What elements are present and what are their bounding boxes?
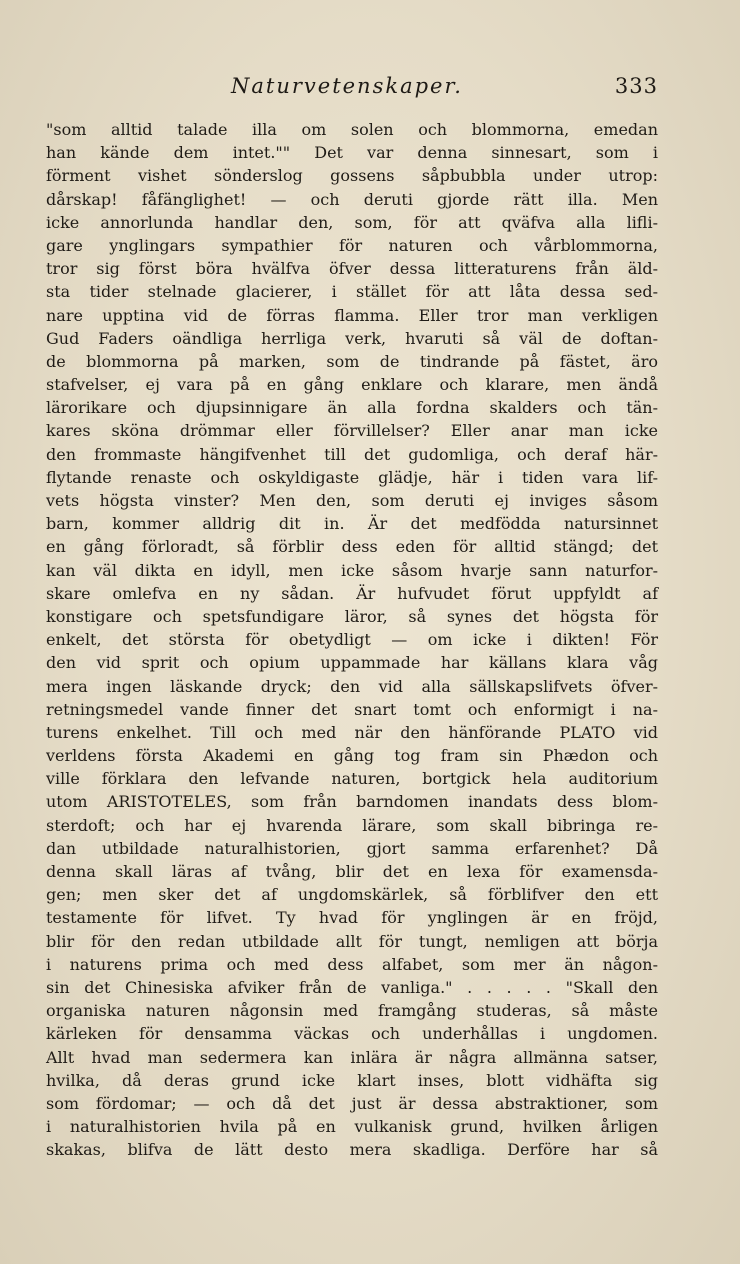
text-line: nare upptina vid de förras flamma. Eller tror man verkligen — [46, 305, 658, 325]
text-line: Allt hvad man sedermera kan inlära är några allmänna satser, — [46, 1047, 658, 1067]
text-line: dan utbildade naturalhistorien, gjort samma erfarenhet? Då — [46, 838, 658, 858]
text-line: som fördomar; — och då det just är dessa abstraktioner, som — [46, 1093, 658, 1113]
text-line: förment vishet sönderslog gossens såpbubbla under utrop: — [46, 166, 658, 186]
text-line: flytande renaste och oskyldigaste glädje, här i tiden vara lif- — [46, 467, 658, 487]
running-title: Naturvetenskaper. — [231, 74, 463, 98]
text-line: icke annorlunda handlar den, som, för att qväfva alla lifli- — [46, 212, 658, 232]
text-line: han kände dem intet."" Det var denna sinnesart, som i — [46, 143, 658, 163]
text-line: kares sköna drömmar eller förvillelser? Eller anar man icke — [46, 421, 658, 441]
text-line: den frommaste hängifvenhet till det gudomliga, och deraf här- — [46, 444, 658, 464]
text-line: testamente för lifvet. Ty hvad för ynglingen är en fröjd, — [46, 908, 658, 928]
text-line: utom ARISTOTELES, som från barndomen inandats dess blom- — [46, 792, 658, 812]
text-line: mera ingen läskande dryck; den vid alla sällskapslifvets öfver- — [46, 676, 658, 696]
text-line: denna skall läras af tvång, blir det en lexa för examensda- — [46, 862, 658, 881]
page-number: 333 — [614, 74, 658, 98]
text-line: sta tider stelnade glacierer, i stället för att låta dessa sed- — [46, 282, 658, 302]
text-line: tror sig först böra hvälfva öfver dessa litteraturens från äld- — [46, 259, 658, 279]
text-line: skakas, blifva de lätt desto mera skadliga. Derföre har så — [46, 1140, 658, 1160]
text-line: lärorikare och djupsinnigare än alla fordna skalders och tän- — [46, 398, 658, 418]
text-line: Gud Faders oändliga herrliga verk, hvaruti så väl de doftan- — [46, 328, 658, 348]
text-line: kärleken för densamma väckas och underhållas i ungdomen. — [46, 1024, 658, 1044]
text-line: sterdoft; och har ej hvarenda lärare, som skall bibringa re- — [46, 815, 658, 835]
text-line: kan väl dikta en idyll, men icke såsom hvarje sann naturfor- — [46, 560, 658, 580]
text-line: retningsmedel vande finner det snart tomt och enformigt i na- — [46, 699, 658, 719]
text-line: i naturalhistorien hvila på en vulkanisk grund, hvilken årligen — [46, 1117, 658, 1137]
text-line: organiska naturen någonsin med framgång studeras, så måste — [46, 1001, 658, 1021]
text-line: enkelt, det största för obetydligt — om icke i dikten! För — [46, 630, 658, 650]
text-line: den vid sprit och opium uppammade har källans klara våg — [46, 653, 658, 673]
text-line: i naturens prima och med dess alfabet, som mer än någon- — [46, 954, 658, 974]
text-line: de blommorna på marken, som de tindrande på fästet, äro — [46, 351, 658, 371]
text-line: gare ynglingars sympathier för naturen och vårblommorna, — [46, 235, 658, 255]
text-line: vets högsta vinster? Men den, som deruti ej inviges såsom — [46, 491, 658, 510]
text-line: ville förklara den lefvande naturen, bortgick hela auditorium — [46, 769, 658, 789]
text-line: konstigare och spetsfundigare läror, så synes det högsta för — [46, 606, 658, 626]
text-line: sin det Chinesiska afviker från de vanliga." . . . . . "Skall den — [46, 977, 658, 997]
text-line: "som alltid talade illa om solen och blommorna, emedan — [46, 120, 658, 139]
body-text — [46, 118, 658, 1161]
text-line: dårskap! fåfänglighet! — och deruti gjorde rätt illa. Men — [46, 189, 658, 209]
text-line: hvilka, då deras grund icke klart inses, blott vidhäfta sig — [46, 1070, 658, 1090]
running-head — [46, 74, 658, 104]
text-line: en gång förloradt, så förblir dess eden för alltid stängd; det — [46, 537, 658, 557]
text-line: turens enkelhet. Till och med när den hänförande PLATO vid — [46, 722, 658, 742]
text-line: verldens första Akademi en gång tog fram sin Phædon och — [46, 746, 658, 766]
text-line: skare omlefva en ny sådan. Är hufvudet förut uppfyldt af — [46, 583, 658, 603]
text-line: gen; men sker det af ungdomskärlek, så förblifver den ett — [46, 885, 658, 905]
text-line: stafvelser, ej vara på en gång enklare och klarare, men ändå — [46, 375, 658, 395]
text-line: blir för den redan utbildade allt för tungt, nemligen att börja — [46, 931, 658, 951]
text-line: barn, kommer alldrig dit in. Är det medfödda natursinnet — [46, 514, 658, 534]
